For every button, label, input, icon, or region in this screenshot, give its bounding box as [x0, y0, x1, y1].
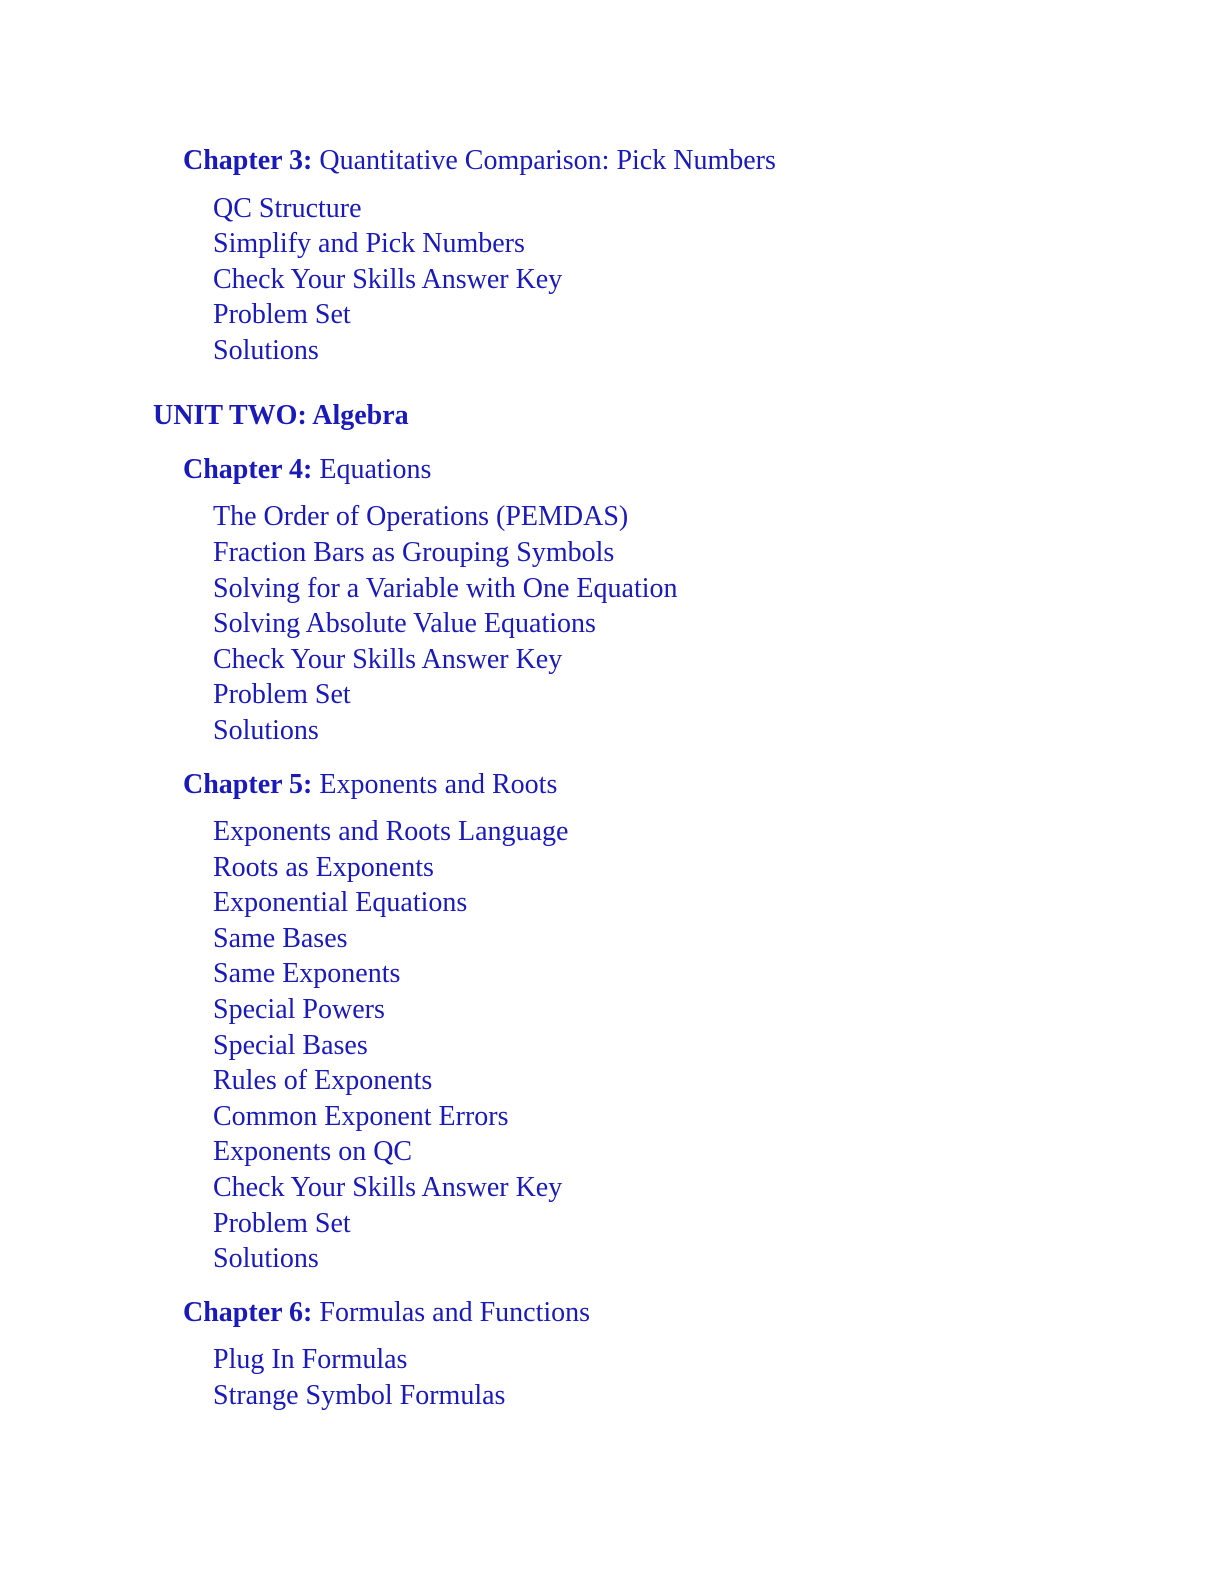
chapter-heading[interactable] — [183, 768, 557, 802]
toc-item-link[interactable]: QC Structure — [213, 192, 362, 224]
toc-item-link[interactable]: Roots as Exponents — [213, 851, 434, 883]
unit-heading[interactable]: UNIT TWO: Algebra — [153, 399, 409, 431]
toc-item-link[interactable]: Solving for a Variable with One Equation — [213, 572, 678, 604]
chapter-heading[interactable] — [183, 144, 776, 178]
toc-item-link[interactable]: Check Your Skills Answer Key — [213, 643, 563, 675]
toc-item-link[interactable]: Strange Symbol Formulas — [213, 1379, 506, 1411]
chapter-number: Chapter 4: — [183, 453, 313, 485]
toc-item-link[interactable]: Common Exponent Errors — [213, 1100, 509, 1132]
toc-item-link[interactable]: Same Exponents — [213, 958, 401, 990]
toc-item-link[interactable]: Problem Set — [213, 1207, 351, 1239]
toc-item-link[interactable]: Exponents on QC — [213, 1136, 413, 1168]
toc-item-link[interactable]: Fraction Bars as Grouping Symbols — [213, 537, 615, 568]
chapter-title: Exponents and Roots — [319, 768, 558, 800]
toc-item-link[interactable]: Solving Absolute Value Equations — [213, 608, 596, 640]
toc-item-link[interactable]: Solutions — [213, 334, 319, 366]
toc-item-link[interactable]: Exponents and Roots Language — [213, 816, 569, 847]
toc-item-link[interactable]: Special Bases — [213, 1029, 368, 1061]
toc-item-link[interactable]: Problem Set — [213, 679, 351, 711]
chapter-heading[interactable] — [183, 1296, 590, 1330]
chapter-title: Quantitative Comparison: Pick Numbers — [319, 145, 776, 176]
toc-item-link[interactable]: Problem Set — [213, 299, 351, 331]
toc-item-link[interactable]: Check Your Skills Answer Key — [213, 263, 563, 295]
toc-item-link[interactable]: Solutions — [213, 715, 319, 746]
toc-item-link[interactable]: The Order of Operations (PEMDAS) — [213, 501, 629, 533]
chapter-title: Equations — [319, 453, 432, 485]
toc-item-link[interactable]: Exponential Equations — [213, 887, 468, 919]
chapter-title: Formulas and Functions — [319, 1296, 591, 1328]
chapter-number: Chapter 3: — [183, 145, 313, 176]
chapter-number: Chapter 6: — [183, 1296, 313, 1328]
toc-item-link[interactable]: Simplify and Pick Numbers — [213, 228, 525, 260]
chapter-heading[interactable] — [183, 453, 431, 487]
chapter-number: Chapter 5: — [183, 768, 313, 800]
toc-item-link[interactable]: Solutions — [213, 1243, 319, 1275]
toc-item-link[interactable]: Same Bases — [213, 922, 348, 954]
toc-item-link[interactable]: Rules of Exponents — [213, 1065, 433, 1097]
toc-item-link[interactable]: Plug In Formulas — [213, 1344, 408, 1376]
toc-item-link[interactable]: Special Powers — [213, 994, 385, 1025]
toc-item-link[interactable]: Check Your Skills Answer Key — [213, 1172, 563, 1203]
